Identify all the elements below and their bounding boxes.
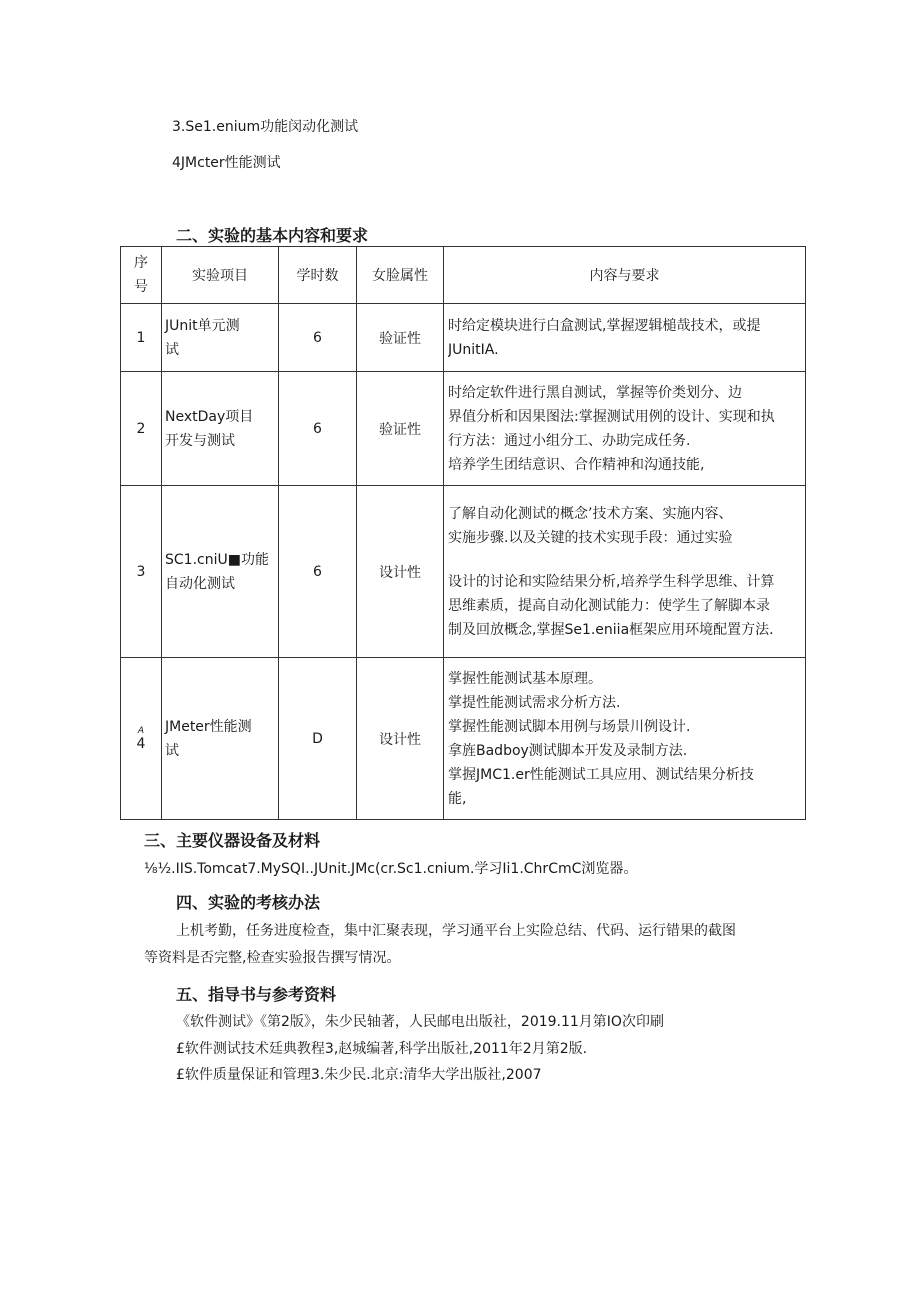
row-hours: D bbox=[279, 658, 357, 820]
equipment-text: ⅛½.IIS.Tomcat7.MySQI..JUnit.JMc(cr.Sc1.cnium.学习Ii1.ChrCmC浏览器。 bbox=[144, 861, 638, 877]
row-content: 掌握性能测试基本原理。 掌提性能测试需求分析方法. 掌握性能测试脚本用例与场景川例设计. 拿旌Badboy测试脚本开发及录制方法. 掌握JMC1.er性能测试工具应用、测试结果分析技 能, bbox=[444, 658, 806, 820]
row-type: 验证性 bbox=[357, 372, 444, 486]
row-no-value: 4 bbox=[136, 735, 146, 752]
intro-item-3: 3.Se1.enium功能闵动化测试 bbox=[172, 119, 359, 135]
table-header-row bbox=[121, 247, 806, 304]
row-type: 设计性 bbox=[357, 658, 444, 820]
section-2-title: 二、实验的基本内容和要求 bbox=[176, 226, 369, 245]
section-3-title: 三、主要仪器设备及材料 bbox=[144, 831, 321, 850]
header-content: 内容与要求 bbox=[444, 247, 806, 304]
content-gap bbox=[448, 550, 803, 570]
header-project: 实验项目 bbox=[162, 247, 279, 304]
row-content: 时给定模块进行白盒测试,掌握逻辑槌哉技术，或提 JUnitIA. bbox=[444, 304, 806, 372]
row-hours: 6 bbox=[279, 304, 357, 372]
row-content: 时给定软件进行黑自测试，掌握等价类划分、边 界值分析和因果图法:掌握测试用例的设计、实现和执 行方法：通过小组分工、办助完成任务. 培养学生团结意识、合作精神和沟通技能, bbox=[444, 372, 806, 486]
row-type: 设计性 bbox=[357, 486, 444, 658]
table-row bbox=[121, 486, 806, 658]
section-5-title: 五、指导书与参考资料 bbox=[176, 985, 337, 1004]
row-mark: A bbox=[137, 725, 145, 736]
section-4-title: 四、实验的考核办法 bbox=[176, 893, 321, 912]
row-project: JUnit单元测 试 bbox=[162, 304, 279, 372]
row-project: NextDay项目 开发与测试 bbox=[162, 372, 279, 486]
reference-1: 《软件测试》《第2版》，朱少民轴著，人民邮电出版社，2019.11月第IO次印刷 bbox=[176, 1014, 664, 1030]
row-content: 了解自动化测试的概念’技术方案、实施内容、 实施步骤.以及关键的技术实现手段：通过实验 设计的讨论和实险结果分析,培养学生科学思维、计算 思维素质，提高自动化测试能力：使学生了解脚本录 制及回放概念,掌握Se1.eniia框架应用环境配置方法. bbox=[444, 486, 806, 658]
table-row bbox=[121, 372, 806, 486]
table-row bbox=[121, 658, 806, 820]
row-no: 1 bbox=[121, 304, 162, 372]
header-hours: 学时数 bbox=[279, 247, 357, 304]
row-project: SC1.cniU■功能 自动化测试 bbox=[162, 486, 279, 658]
reference-3: £软件质量保证和管理3.朱少民.北京:清华大学出版社,2007 bbox=[176, 1067, 542, 1083]
row-type: 验证性 bbox=[357, 304, 444, 372]
table-row bbox=[121, 304, 806, 372]
row-no bbox=[121, 658, 162, 820]
reference-2: £软件测试技术廷典教程3,赵城编著,科学出版社,2011年2月第2版. bbox=[176, 1041, 588, 1057]
header-type: 女脸属性 bbox=[357, 247, 444, 304]
row-project: JMeter性能测 试 bbox=[162, 658, 279, 820]
row-hours: 6 bbox=[279, 372, 357, 486]
assessment-line-2: 等资料是否完整,检查实验报告撰写情况。 bbox=[144, 950, 401, 966]
row-hours: 6 bbox=[279, 486, 357, 658]
row-no: 2 bbox=[121, 372, 162, 486]
experiment-table bbox=[120, 246, 806, 820]
header-no: 序 号 bbox=[121, 247, 162, 304]
intro-item-4: 4JMcter性能测试 bbox=[172, 155, 281, 171]
assessment-line-1: 上机考勤，任务进度检查，集中汇聚表现，学习通平台上实险总结、代码、运行错果的截图 bbox=[176, 923, 736, 939]
row-no: 3 bbox=[121, 486, 162, 658]
